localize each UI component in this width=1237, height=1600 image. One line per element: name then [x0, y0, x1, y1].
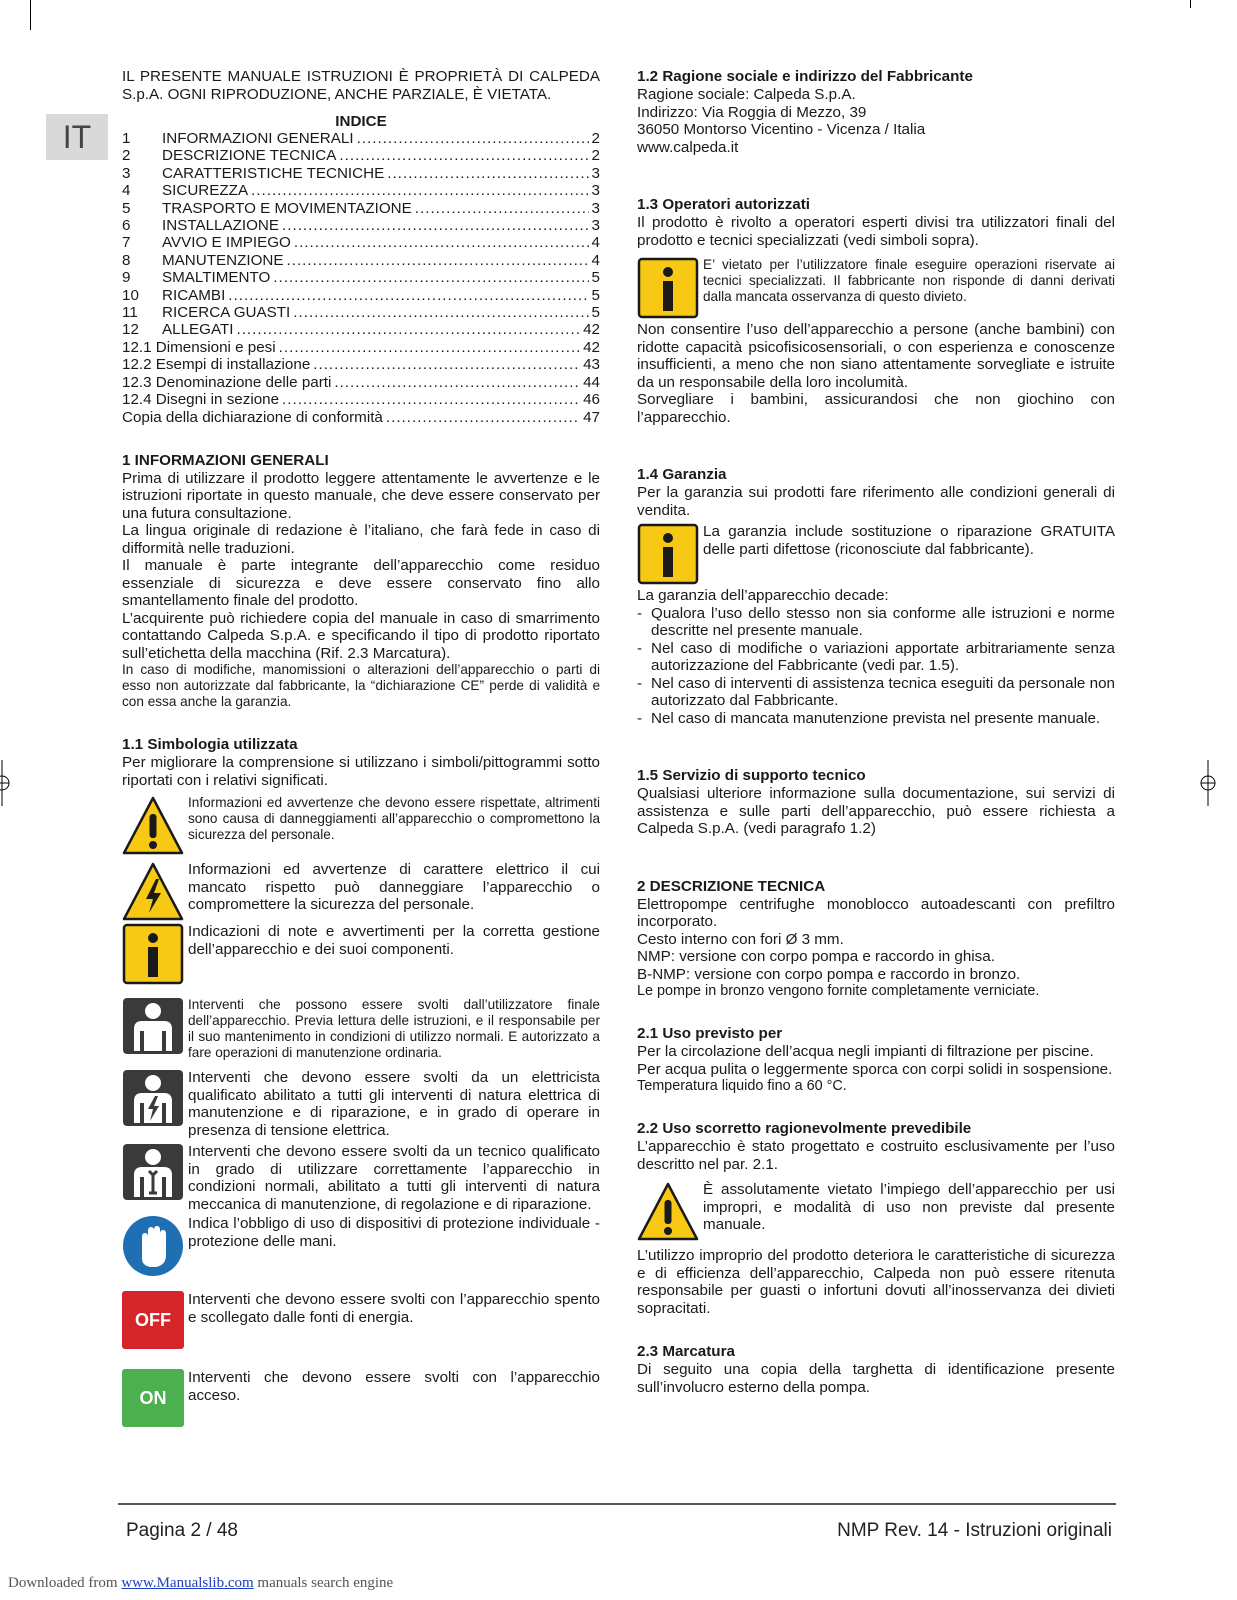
section-1-4-title: 1.4 Garanzia [637, 466, 727, 483]
section-2-2-title: 2.2 Uso scorretto ragionevolmente prevedibile [637, 1120, 972, 1137]
symbol-electrician-text: Interventi che devono essere svolti da un elettricista qualificato abilitato a tutti gli interventi di natura elettrica di manutenzione e di riparazione, e in grado di operare in presenza di tensione elettrica. [188, 1069, 600, 1139]
toc-page-number: 42 [583, 321, 600, 339]
section-2-2-p2: L’utilizzo improprio del prodotto deteriora le caratteristiche di sicurezza e di efficienza dell’apparecchio, Calpeda non può essere ritenuta responsabile per guasti o infortuni dovuti all’inosservanza dei divieti sopracitati. [637, 1247, 1115, 1317]
crop-mark-right [1200, 760, 1220, 806]
toc-page-number: 47 [583, 408, 600, 426]
section-1-title: 1 INFORMAZIONI GENERALI [122, 451, 329, 469]
on-badge-icon [122, 1369, 184, 1427]
note-warranty-text: La garanzia include sostituzione o riparazione GRATUITA delle parti difettose (riconosciute dal fabbricante). [703, 523, 1115, 558]
section-2-l4: B-NMP: versione con corpo pompa e raccordo in bronzo. [637, 965, 1021, 983]
toc-entry-title: SMALTIMENTO [162, 269, 271, 287]
toc-page-number: 3 [591, 164, 600, 182]
symbol-row-info [122, 923, 600, 985]
section-2-3-title: 2.3 Marcatura [637, 1343, 735, 1360]
section-1-3-p3: Sorvegliare i bambini, assicurandosi che non giochino con l’apparecchio. [637, 391, 1115, 426]
symbol-row-warning [122, 795, 600, 857]
symbol-info-text: Indicazioni di note e avvertimenti per la corretta gestione dell’apparecchio e dei suoi componenti. [188, 923, 600, 958]
toc-entry-title: TRASPORTO E MOVIMENTAZIONE [162, 199, 412, 217]
toc-leader-dots [386, 409, 580, 426]
section-2-2-p1: L’apparecchio è stato progettato e costruito esclusivamente per l’uso descritto nel par. 2.1. [637, 1138, 1115, 1173]
toc-leader-dots [387, 165, 588, 182]
toc-leader-dots [282, 217, 589, 234]
symbol-warning-text: Informazioni ed avvertenze che devono essere rispettate, altrimenti sono causa di danneggiamenti all’apparecchio o compromettono la sicurezza del personale. [188, 795, 600, 843]
table-of-contents [122, 130, 600, 426]
toc-leader-dots [282, 391, 580, 408]
footer-document-title: NMP Rev. 14 - Istruzioni originali [837, 1520, 1112, 1541]
toc-number: 1 [122, 130, 131, 147]
toc-leader-dots [357, 130, 589, 147]
toc-number: 10 [122, 286, 139, 304]
toc-row[interactable] [122, 374, 600, 391]
section-1-1-title: 1.1 Simbologia utilizzata [122, 736, 298, 754]
download-banner [8, 1575, 393, 1592]
symbol-row-user [122, 997, 600, 1061]
warning-icon [122, 795, 184, 857]
toc-leader-dots [294, 234, 589, 251]
left-column [122, 68, 600, 1427]
company-name: Ragione sociale: Calpeda S.p.A. [637, 86, 856, 103]
toc-leader-dots [287, 252, 589, 269]
toc-entry-title: INSTALLAZIONE [162, 217, 280, 235]
section-1-p3: Il manuale è parte integrante dell’apparecchio come residuo essenziale di sicurezza e deve essere conservato fino allo smantellamento finale del prodotto. [122, 557, 600, 610]
note-improper-use-text: È assolutamente vietato l’impiego dell’apparecchio per usi impropri, e modalità di uso non previste dal presente manuale. [703, 1181, 1115, 1233]
toc-number: 7 [122, 234, 131, 252]
footer-page-number: Pagina 2 / 48 [126, 1520, 238, 1541]
info-icon [637, 257, 699, 319]
info-icon [637, 523, 699, 585]
toc-entry-title: Copia della dichiarazione di conformità [122, 408, 383, 426]
symbol-row-gloves [122, 1215, 600, 1277]
toc-leader-dots [334, 374, 580, 391]
language-tab-label: IT [62, 118, 92, 155]
toc-page-number: 2 [591, 130, 600, 147]
footer-rule [118, 1503, 1116, 1505]
toc-row[interactable] [122, 356, 600, 373]
toc-entry-title: CARATTERISTICHE TECNICHE [162, 164, 385, 182]
symbol-row-electrician [122, 1069, 600, 1139]
toc-entry-title: RICAMBI [162, 286, 226, 304]
info-icon [122, 923, 184, 985]
toc-row[interactable] [122, 391, 600, 408]
list-item: - Qualora l’uso dello stesso non sia conforme alle istruzioni e norme descritte nel presente manuale. [637, 605, 1115, 640]
toc-leader-dots [293, 304, 588, 321]
section-1-3-p1: Il prodotto è rivolto a operatori esperti divisi tra utilizzatori finali del prodotto e tecnici specializzati (vedi simboli sopra). [637, 214, 1115, 249]
manualslib-link[interactable]: www.Manualslib.com [121, 1575, 254, 1591]
toc-row[interactable] [122, 200, 600, 217]
toc-leader-dots [228, 287, 588, 304]
section-1-5-p1: Qualsiasi ulteriore informazione sulla documentazione, sui servizi di assistenza e sulle parti dell’apparecchio, può essere richiesta a Calpeda S.p.A. (vedi paragrafo 1.2) [637, 785, 1115, 837]
toc-page-number: 43 [583, 356, 600, 374]
section-2-l3: NMP: versione con corpo pompa e raccordo in ghisa. [637, 948, 995, 965]
symbol-user-text: Interventi che possono essere svolti dall’utilizzatore finale dell’apparecchio. Previa lettura delle istruzioni, e il responsabile per il suo mantenimento in condizioni di utilizzo normali. E autorizzato a fare operazioni di manutenzione ordinaria. [188, 997, 600, 1061]
warning-icon [637, 1181, 699, 1243]
off-badge-label: OFF [135, 1309, 171, 1330]
list-item: - Nel caso di mancata manutenzione prevista nel presente manuale. [637, 710, 1115, 728]
symbol-on-text: Interventi che devono essere svolti con l’apparecchio acceso. [188, 1369, 600, 1404]
section-2-3-p1: Di seguito una copia della targhetta di identificazione presente sull’involucro esterno della pompa. [637, 1361, 1115, 1396]
toc-row[interactable] [122, 321, 600, 338]
toc-page-number: 5 [591, 304, 600, 322]
end-user-icon [122, 997, 184, 1055]
section-2-l5: Le pompe in bronzo vengono fornite completamente verniciate. [637, 983, 1040, 999]
section-1-5-title: 1.5 Servizio di supporto tecnico [637, 767, 866, 784]
download-suffix: manuals search engine [253, 1575, 394, 1591]
toc-page-number: 5 [591, 286, 600, 304]
note-improper-use [637, 1181, 1115, 1243]
toc-page-number: 3 [591, 182, 600, 200]
toc-page-number: 42 [583, 338, 600, 356]
section-1-p1: Prima di utilizzare il prodotto leggere attentamente le avvertenze e le istruzioni riportate in questo manuale, che deve essere conservato per una futura consultazione. [122, 469, 600, 522]
section-2-1-l1: Per la circolazione dell’acqua negli impianti di filtrazione per piscine. [637, 1043, 1094, 1060]
toc-leader-dots [415, 200, 589, 217]
crop-mark-top-right [1190, 0, 1221, 8]
section-2-1-title: 2.1 Uso previsto per [637, 1025, 783, 1042]
toc-row[interactable] [122, 147, 600, 164]
toc-entry-title: AVVIO E IMPIEGO [162, 234, 291, 252]
symbol-row-technician [122, 1143, 600, 1213]
right-column [637, 68, 1115, 1396]
toc-row[interactable] [122, 165, 600, 182]
toc-entry-title: SICUREZZA [162, 182, 249, 200]
section-1-4-p2: La garanzia dell’apparecchio decade: [637, 587, 889, 604]
toc-row[interactable] [122, 234, 600, 251]
mechanic-technician-icon [122, 1143, 184, 1201]
toc-number: 8 [122, 251, 131, 269]
section-1-3-p2: Non consentire l’uso dell’apparecchio a persone (anche bambini) con ridotte capacità psicofisicosensoriali, o con esperienza e conoscenze insufficienti, a meno che non siano attentamente sorvegliate e istruite da un responsabile della loro incolumità. [637, 321, 1115, 391]
toc-number: 12 [122, 321, 139, 339]
symbol-technician-text: Interventi che devono essere svolti da un tecnico qualificato in grado di utilizzare correttamente l’apparecchio in condizioni normali, abilitato a tutti gli interventi di natura meccanica di manutenzione, di regolazione e di riparazione. [188, 1143, 600, 1213]
off-badge-icon [122, 1291, 184, 1349]
toc-leader-dots [273, 269, 588, 286]
toc-leader-dots [236, 321, 580, 338]
toc-entry-title: RICERCA GUASTI [162, 304, 291, 322]
toc-row[interactable] [122, 304, 600, 321]
toc-row[interactable] [122, 339, 600, 356]
warranty-void-list [637, 605, 1115, 728]
toc-page-number: 2 [591, 147, 600, 165]
section-1-4-p1: Per la garanzia sui prodotti fare riferimento alle condizioni generali di vendita. [637, 484, 1115, 519]
toc-number: 6 [122, 217, 131, 235]
toc-row[interactable] [122, 409, 600, 426]
toc-page-number: 44 [583, 373, 600, 391]
toc-row[interactable] [122, 287, 600, 304]
company-website: www.calpeda.it [637, 138, 739, 156]
section-2-l1: Elettropompe centrifughe monoblocco autoadescanti con prefiltro incorporato. [637, 895, 1115, 930]
toc-row[interactable] [122, 182, 600, 199]
list-item: - Nel caso di interventi di assistenza tecnica eseguiti da personale non autorizzato dal Fabbricante. [637, 675, 1115, 710]
toc-number: 11 [122, 304, 138, 322]
section-1-p4: L’acquirente può richiedere copia del manuale in caso di smarrimento contattando Calpeda S.p.A. e specificando il tipo di prodotto riportato sull’etichetta della macchina (Rif. 2.3 Marcatura). [122, 609, 600, 662]
note-warranty [637, 523, 1115, 585]
company-address: Indirizzo: Via Roggia di Mezzo, 39 [637, 103, 867, 121]
language-tab [46, 114, 108, 160]
symbol-gloves-text: Indica l’obbligo di uso di dispositivi di protezione individuale - protezione delle mani. [188, 1215, 600, 1250]
toc-entry-title: 12.3 Denominazione delle parti [122, 373, 332, 391]
symbol-electric-text: Informazioni ed avvertenze di carattere elettrico il cui mancato rispetto può danneggiare l’apparecchio o compromettere la sicurezza del personale. [188, 861, 600, 914]
electric-hazard-icon [122, 861, 184, 923]
crop-mark-left [0, 760, 14, 806]
toc-leader-dots [279, 339, 580, 356]
section-1-1-intro: Per migliorare la comprensione si utilizzano i simboli/pittogrammi sotto riportati con i relativi significati. [122, 754, 600, 789]
symbol-row-on [122, 1369, 600, 1427]
section-2-l2: Cesto interno con fori Ø 3 mm. [637, 930, 844, 948]
toc-number: 5 [122, 199, 131, 217]
toc-number: 3 [122, 164, 131, 182]
symbol-off-text: Interventi che devono essere svolti con l’apparecchio spento e scollegato dalle fonti di energia. [188, 1291, 600, 1326]
toc-entry-title: 12.4 Disegni in sezione [122, 391, 280, 409]
section-1-2-title: 1.2 Ragione sociale e indirizzo del Fabbricante [637, 68, 973, 85]
toc-entry-title: 12.2 Esempi di installazione [122, 356, 311, 374]
toc-page-number: 3 [591, 217, 600, 235]
toc-entry-title: INFORMAZIONI GENERALI [162, 130, 354, 147]
toc-leader-dots [251, 182, 588, 199]
download-prefix: Downloaded from [8, 1575, 122, 1591]
company-city: 36050 Montorso Vicentino - Vicenza / Italia [637, 121, 926, 138]
on-badge-label: ON [139, 1387, 167, 1408]
section-2-1-l2: Per acqua pulita o leggermente sporca con corpi solidi in sospensione. [637, 1060, 1113, 1078]
toc-number: 9 [122, 269, 131, 287]
note-authorized-operators [637, 257, 1115, 319]
symbol-row-electric [122, 861, 600, 923]
toc-row[interactable] [122, 269, 600, 286]
toc-page-number: 46 [583, 391, 600, 409]
toc-page-number: 5 [591, 269, 600, 287]
electrician-icon [122, 1069, 184, 1127]
crop-mark-top-left [0, 0, 31, 30]
toc-leader-dots [339, 147, 588, 164]
toc-number: 4 [122, 182, 131, 200]
toc-number: 2 [122, 147, 131, 165]
toc-entry-title: 12.1 Dimensioni e pesi [122, 338, 276, 356]
toc-title: INDICE [335, 113, 387, 130]
toc-page-number: 3 [591, 199, 600, 217]
toc-page-number: 4 [591, 234, 600, 252]
toc-entry-title: DESCRIZIONE TECNICA [162, 147, 337, 165]
toc-row[interactable] [122, 130, 600, 147]
toc-row[interactable] [122, 252, 600, 269]
note-authorized-operators-text: E’ vietato per l’utilizzatore finale eseguire operazioni riservate ai tecnici specializzati. Il fabbricante non risponde di danni derivati dalla mancata osservanza di questo divieto. [703, 257, 1115, 304]
list-item: - Nel caso di modifiche o variazioni apportate arbitrariamente senza autorizzazione del Fabbricante (vedi par. 1.5). [637, 640, 1115, 675]
protective-gloves-icon [122, 1215, 184, 1277]
section-2-title: 2 DESCRIZIONE TECNICA [637, 877, 826, 895]
toc-page-number: 4 [591, 251, 600, 269]
section-2-1-l3: Temperatura liquido fino a 60 °C. [637, 1078, 847, 1094]
toc-row[interactable] [122, 217, 600, 234]
toc-entry-title: MANUTENZIONE [162, 251, 284, 269]
symbol-row-off [122, 1291, 600, 1349]
section-1-p5: In caso di modifiche, manomissioni o alterazioni dell’apparecchio o parti di esso non autorizzate dal fabbricante, la “dichiarazione CE” perde di validità e con essa anche la garanzia. [122, 662, 600, 710]
toc-entry-title: ALLEGATI [162, 321, 234, 339]
section-1-p2: La lingua originale di redazione è l’italiano, che farà fede in caso di difformità nelle traduzioni. [122, 522, 600, 557]
section-1-3-title: 1.3 Operatori autorizzati [637, 196, 811, 213]
toc-leader-dots [313, 356, 580, 373]
copyright-notice: IL PRESENTE MANUALE ISTRUZIONI È PROPRIETÀ DI CALPEDA S.p.A. OGNI RIPRODUZIONE, ANCHE PARZIALE, È VIETATA. [122, 68, 600, 103]
